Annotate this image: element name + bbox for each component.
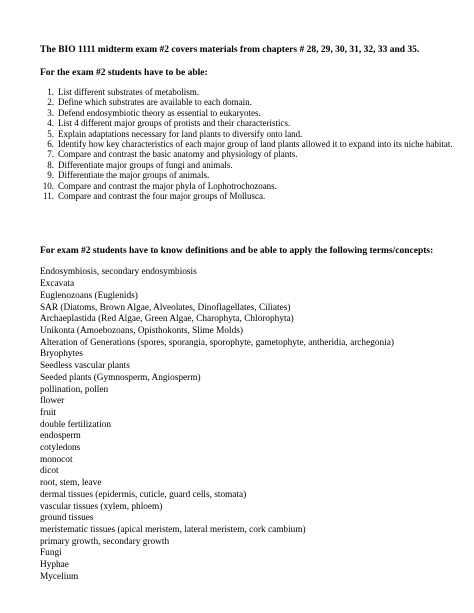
term-item: meristematic tissues (apical meristem, lateral meristem, cork cambium) — [40, 524, 306, 535]
objective-number: 11. — [43, 191, 54, 202]
term-item: double fertilization — [40, 419, 111, 430]
objective-item — [40, 160, 456, 170]
term-item: ground tissues — [40, 513, 94, 524]
objective-item — [40, 170, 456, 180]
term-item: pollination, pollen — [40, 384, 109, 395]
term-item: Mycelium — [40, 571, 79, 582]
objective-text: Compare and contrast the basic anatomy and physiology of plants. — [58, 149, 298, 160]
objective-number: 7. — [47, 149, 54, 160]
term-item: Alteration of Generations (spores, sporangia, sporophyte, gametophyte, antheridia, archegonia) — [40, 337, 394, 348]
term-item: root, stem, leave — [40, 478, 102, 489]
objective-number: 2. — [47, 97, 54, 108]
objective-text: Explain adaptations necessary for land plants to diversify onto land. — [58, 128, 303, 139]
objective-number: 5. — [47, 128, 54, 139]
objective-number: 6. — [47, 139, 54, 150]
term-item: endosperm — [40, 431, 81, 442]
objective-text: Differentiate major groups of fungi and animals. — [58, 159, 233, 170]
objective-text: Identify how key characteristics of each major group of land plants allowed it to expand into its niche habitat. — [58, 139, 453, 150]
objective-text: List 4 different major groups of protists and their characteristics. — [58, 118, 291, 129]
objective-number: 8. — [47, 159, 54, 170]
objective-number: 4. — [47, 118, 54, 129]
objective-text: Defend endosymbiotic theory as essential to eukaryotes. — [58, 107, 261, 118]
objective-item — [40, 118, 456, 128]
objective-number: 3. — [47, 107, 54, 118]
objective-text: Differentiate the major groups of animals. — [58, 170, 210, 181]
objective-number: 1. — [47, 87, 54, 97]
objective-text: Compare and contrast the major phyla of Lophotrochozoans. — [58, 180, 277, 191]
document-title: The BIO 1111 midterm exam #2 covers materials from chapters # 28, 29, 30, 31, 32, 33 and 35. — [40, 45, 420, 55]
objective-item — [40, 108, 456, 118]
objective-item — [40, 129, 456, 139]
term-item: Euglenozoans (Euglenids) — [40, 290, 138, 301]
terms-list — [40, 267, 456, 583]
objectives-heading: For the exam #2 students have to be able: — [40, 68, 208, 78]
terms-heading: For exam #2 students have to know definitions and be able to apply the following terms/concepts: — [40, 246, 434, 257]
term-item: Archaeplastida (Red Algae, Green Algae, Charophyta, Chlorophyta) — [40, 314, 294, 325]
term-item: cotyledons — [40, 443, 81, 454]
objective-item — [40, 181, 456, 191]
term-item: Bryophytes — [40, 349, 83, 360]
objective-number: 9. — [47, 170, 54, 181]
term-item: Seedless vascular plants — [40, 361, 130, 372]
term-item: dicot — [40, 466, 59, 477]
term-item: SAR (Diatoms, Brown Algae, Alveolates, Dinoflagellates, Ciliates) — [40, 302, 291, 313]
term-item: monocot — [40, 454, 73, 465]
term-item: Hyphae — [40, 560, 69, 571]
objective-item — [40, 191, 456, 201]
term-item: Endosymbiosis, secondary endosymbiosis — [40, 267, 197, 278]
objective-text: List different substrates of metabolism. — [58, 87, 200, 97]
term-item: Unikonta (Amoebozoans, Opisthokonts, Slime Molds) — [40, 325, 243, 336]
objective-text: Compare and contrast the four major groups of Mollusca. — [58, 191, 266, 202]
term-item: Fungi — [40, 548, 62, 559]
objective-item — [40, 139, 456, 149]
objective-number: 10. — [42, 180, 54, 191]
term-item: fruit — [40, 407, 57, 418]
term-item: dermal tissues (epidermis, cuticle, guard cells, stomata) — [40, 489, 247, 500]
term-item: Seeded plants (Gymnosperm, Angiosperm) — [40, 372, 201, 383]
objective-item — [40, 87, 456, 97]
objective-item — [40, 149, 456, 159]
term-item: primary growth, secondary growth — [40, 536, 170, 547]
term-item: flower — [40, 396, 65, 407]
document-page — [40, 44, 456, 583]
objective-text: Define which substrates are available to each domain. — [58, 97, 252, 108]
term-item: vascular tissues (xylem, phloem) — [40, 501, 163, 512]
objective-item — [40, 97, 456, 107]
term-item: Excavata — [40, 279, 75, 290]
objectives-list — [40, 87, 456, 201]
